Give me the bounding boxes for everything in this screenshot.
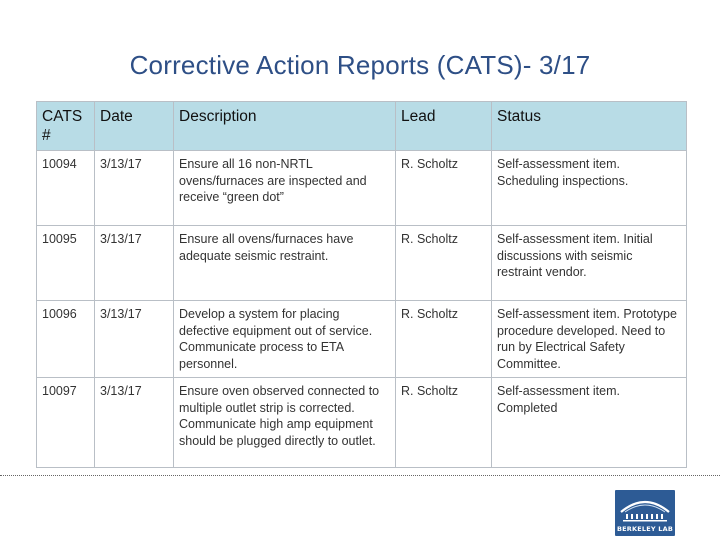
column-header-cats-number: CATS # (37, 102, 95, 151)
cell-cats-number: 10097 (37, 378, 95, 468)
column-header-description: Description (174, 102, 396, 151)
cell-status: Self-assessment item. Scheduling inspections. (492, 151, 687, 226)
cell-lead: R. Scholtz (396, 378, 492, 468)
table-row (37, 378, 687, 468)
cell-date: 3/13/17 (95, 226, 174, 301)
table-row (37, 151, 687, 226)
table-header-row (37, 102, 687, 151)
cell-lead: R. Scholtz (396, 301, 492, 378)
lab-building-icon (615, 490, 675, 524)
table-row (37, 226, 687, 301)
logo-text: BERKELEY LAB (617, 525, 673, 533)
cell-description: Ensure all 16 non-NRTL ovens/furnaces are inspected and receive “green dot” (174, 151, 396, 226)
cell-status: Self-assessment item. Initial discussions with seismic restraint vendor. (492, 226, 687, 301)
cell-cats-number: 10095 (37, 226, 95, 301)
cell-description: Ensure oven observed connected to multiple outlet strip is corrected. Communicate high amp equipment should be plugged directly to outlet. (174, 378, 396, 468)
column-header-date: Date (95, 102, 174, 151)
cell-cats-number: 10096 (37, 301, 95, 378)
footer-divider (0, 475, 720, 476)
cell-lead: R. Scholtz (396, 226, 492, 301)
column-header-lead: Lead (396, 102, 492, 151)
cell-lead: R. Scholtz (396, 151, 492, 226)
berkeley-lab-logo (615, 490, 675, 536)
cell-status: Self-assessment item. Prototype procedure developed. Need to run by Electrical Safety Committee. (492, 301, 687, 378)
cell-description: Ensure all ovens/furnaces have adequate seismic restraint. (174, 226, 396, 301)
cell-status: Self-assessment item. Completed (492, 378, 687, 468)
table-row (37, 301, 687, 378)
page-title: Corrective Action Reports (CATS)- 3/17 (129, 50, 591, 80)
cell-description: Develop a system for placing defective equipment out of service. Communicate process to ETA personnel. (174, 301, 396, 378)
cell-date: 3/13/17 (95, 151, 174, 226)
cell-date: 3/13/17 (95, 378, 174, 468)
column-header-status: Status (492, 102, 687, 151)
cell-date: 3/13/17 (95, 301, 174, 378)
cats-table (36, 101, 687, 468)
cell-cats-number: 10094 (37, 151, 95, 226)
